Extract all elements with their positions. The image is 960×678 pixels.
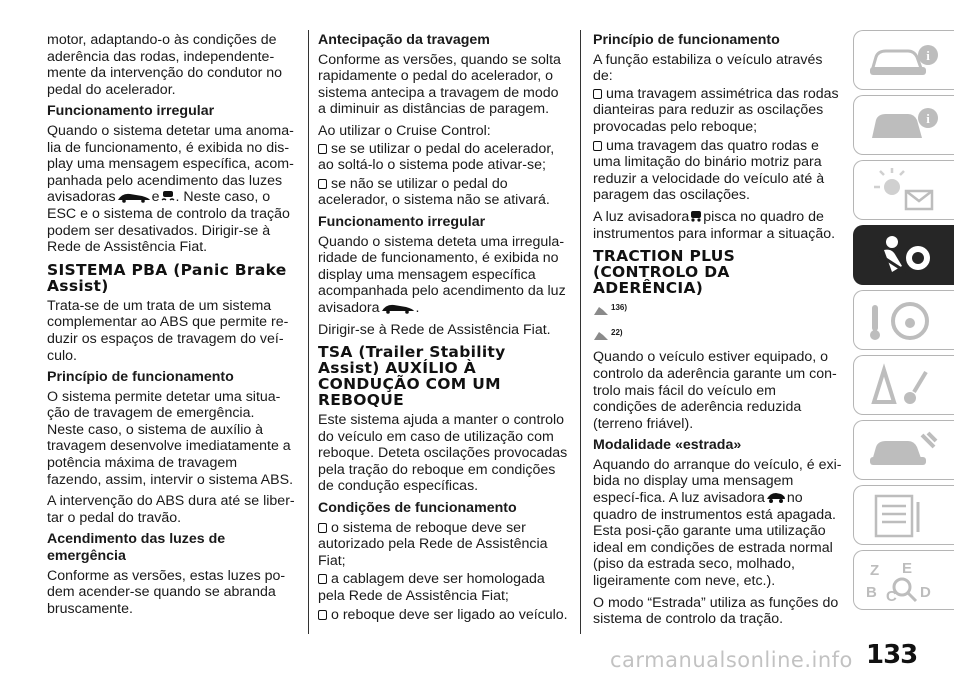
bullet-box-icon — [318, 523, 327, 533]
bullet-item: uma travagem das quatro rodas e uma limitação do binário motriz para reduzir a velocidade do veículo até à paragem das oscilações. — [593, 137, 825, 204]
column-divider — [308, 30, 309, 634]
tab-index[interactable] — [853, 550, 954, 610]
caution-hand-icon — [593, 329, 609, 341]
paragraph: Conforme as versões, estas luzes po-dem acender-se quando se abranda bruscamente. — [47, 567, 286, 617]
paragraph-warning-light: Quando o sistema deteta uma irregula-ridade de funcionamento, é exibida no display uma mensagem específica acompanhada pelo acendimento da luz avisadora . — [318, 233, 566, 316]
index-icon — [862, 557, 942, 605]
tab-know-car[interactable] — [853, 30, 954, 90]
tab-safety[interactable] — [853, 225, 954, 285]
heading-operating-principle: Princípio de funcionamento — [593, 32, 780, 48]
skid-car-off-icon — [160, 189, 176, 203]
paragraph: Trata-se de um trata de um sistema complementar ao ABS que permite re-duzir os espaços de travagem do veí-culo. — [47, 297, 289, 364]
watermark: carmanualsonline.info — [610, 648, 853, 672]
heading-irregular-operation: Funcionamento irregular — [318, 213, 486, 230]
paragraph-warning-light: Aquando do arranque do veículo, é exi-bida no display uma mensagem especí-fica. A luz avisadora no quadro de instrumentos está apagada. Esta posi-ção garante uma utilização ideal em condições de estrada normal (piso da estrada seco, molhado, ligeiramente com neve, etc.). — [593, 456, 842, 590]
paragraph-warning-lights: Quando o sistema detetar uma anoma-lia de funcionamento, é exibida no dis-play uma mensagem específica, acom-panhada pelo acendimento das luzes avisadoras e . Neste caso, o ESC e o sistema de controlo da tração podem ser desativados. Dirigir-se à Rede de Assistência Fiat. — [47, 122, 294, 256]
traction-plus-icon — [765, 490, 787, 504]
bullet-box-icon — [318, 179, 327, 189]
trailer-warning-icon — [689, 209, 703, 223]
skid-car-warning-icon — [116, 191, 152, 203]
heading-irregular-operation: Funcionamento irregular — [47, 103, 215, 120]
heading-tsa-system: TSA (Trailer Stability Assist) AUXÍLIO À CONDUÇÃO COM UM REBOQUE — [318, 343, 506, 410]
car-info-icon — [862, 37, 942, 85]
bullet-box-icon — [318, 144, 327, 154]
bullet-item: o sistema de reboque deve ser autorizado pela Rede de Assistência Fiat; — [318, 519, 548, 569]
skid-car-warning-icon — [380, 302, 416, 314]
heading-operating-principle: Princípio de funcionamento — [47, 369, 234, 386]
column-2 — [318, 32, 568, 625]
bullet-item: se não se utilizar o pedal do acelerador, o sistema não se ativará. — [318, 175, 550, 209]
column-1 — [47, 32, 295, 622]
heading-traction-plus: TRACTION PLUS (CONTROLO DA ADERÊNCIA) — [593, 247, 736, 298]
svg-text:E: E — [902, 560, 913, 577]
bullet-box-icon — [318, 610, 327, 620]
column-3 — [593, 32, 843, 633]
bullet-item: a cablagem deve ser homologada pela Rede de Assistência Fiat; — [318, 571, 545, 605]
paragraph: motor, adaptando-o às condições de aderência das rodas, independente-mente da intervenção do condutor no pedal do acelerador. — [47, 32, 283, 98]
maintenance-icon — [862, 427, 942, 475]
paragraph: Ao utilizar o Cruise Control: — [318, 122, 491, 139]
tab-starting-driving[interactable] — [853, 290, 954, 350]
bullet-box-icon — [318, 574, 327, 584]
heading-pba-system: SISTEMA PBA (Panic Brake Assist) — [47, 260, 287, 295]
paragraph-warning-light: A luz avisadora pisca no quadro de instrumentos para informar a situação. — [593, 208, 836, 242]
caution-hand-icon — [593, 304, 609, 316]
paragraph: A intervenção do ABS dura até se liber-tar o pedal do travão. — [47, 493, 295, 526]
paragraph: O modo “Estrada” utiliza as funções do sistema de controlo da tração. — [593, 594, 839, 628]
paragraph: A função estabiliza o veículo através de: — [593, 51, 823, 85]
paragraph: Este sistema ajuda a manter o controlo do veículo em caso de utilização com reboque. Deteta oscilações provocadas pela tração do reboque em condições de condução específicas. — [318, 412, 568, 495]
starting-driving-icon — [862, 297, 942, 345]
heading-braking-anticipation: Antecipação da travagem — [318, 32, 490, 48]
svg-text:B: B — [866, 584, 877, 601]
bullet-item: uma travagem assimétrica das rodas dianteiras para reduzir as oscilações provocadas pelo reboque; — [593, 85, 839, 135]
bullet-box-icon — [593, 89, 602, 99]
paragraph: O sistema permite detetar uma situa-ção de travagem de emergência. Neste caso, o sistema de auxílio à travagem desenvolve imediatamente a potência máxima de travagem fazendo, assim, intervir o sistema ABS. — [47, 388, 294, 488]
column-divider — [580, 30, 581, 634]
tab-emergency[interactable] — [853, 355, 954, 415]
tab-dashboard[interactable] — [853, 95, 954, 155]
heading-operating-conditions: Condições de funcionamento — [318, 500, 517, 517]
chapter-tabs — [853, 30, 954, 615]
bullet-box-icon — [593, 141, 602, 151]
reference-136: 136) — [593, 300, 843, 319]
airbag-safety-icon — [862, 232, 942, 280]
svg-text:i: i — [926, 111, 930, 126]
heading-road-mode: Modalidade «estrada» — [593, 437, 742, 454]
svg-text:Z: Z — [870, 562, 880, 579]
heading-hazard-lights: Acendimento das luzes de emergência — [47, 531, 226, 565]
bullet-item: o reboque deve ser ligado ao veículo. — [318, 607, 568, 624]
tab-maintenance[interactable] — [853, 420, 954, 480]
car-info-icon-2 — [862, 102, 942, 150]
reference-22: 22) — [593, 325, 843, 344]
tab-technical-data[interactable] — [853, 485, 954, 545]
bullet-item: se se utilizar o pedal do acelerador, ao soltá-lo o sistema pode ativar-se; — [318, 140, 555, 174]
paragraph: Quando o veículo estiver equipado, o controlo da aderência garante um con-trolo mais fácil do veículo em condições de aderência reduzida (terreno friável). — [593, 349, 837, 432]
paragraph: Dirigir-se à Rede de Assistência Fiat. — [318, 321, 551, 338]
svg-text:C: C — [886, 588, 897, 605]
page-number: 133 — [866, 640, 918, 670]
warning-lights-icon — [862, 167, 942, 215]
svg-text:D: D — [920, 584, 931, 601]
paragraph: Conforme as versões, quando se solta rapidamente o pedal do acelerador, o sistema antecipa a travagem de modo a diminuir as distâncias de paragem. — [318, 51, 561, 118]
emergency-icon — [862, 362, 942, 410]
technical-data-icon — [862, 492, 942, 540]
svg-text:i: i — [926, 48, 930, 63]
tab-warning-lights[interactable] — [853, 160, 954, 220]
